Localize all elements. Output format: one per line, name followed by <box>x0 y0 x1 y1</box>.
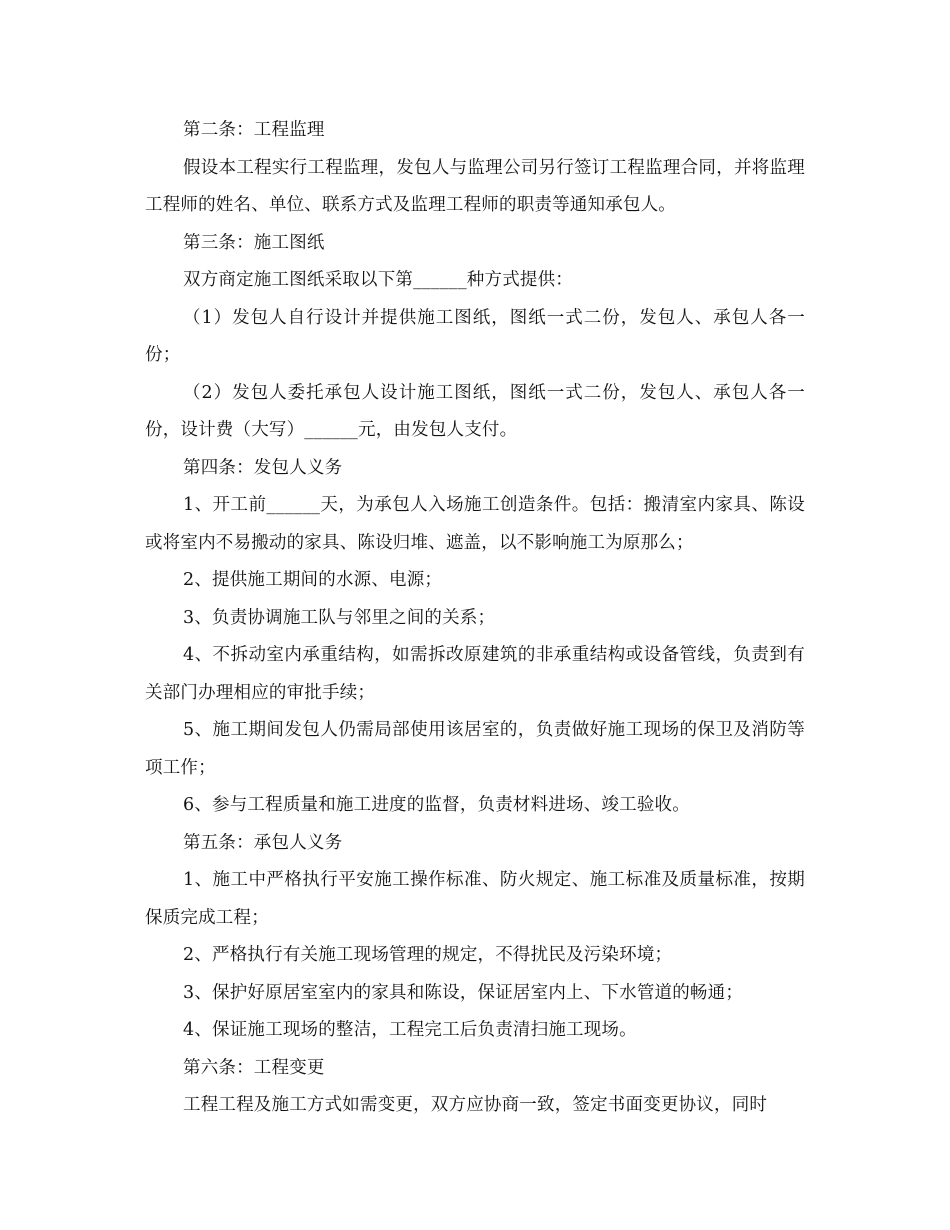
clause-6-paragraph: 工程工程及施工方式如需变更，双方应协商一致，签定书面变更协议，同时 <box>183 1095 768 1115</box>
clause-4-item-5: 5、施工期间发包人仍需局部使用该居室的，负责做好施工现场的保卫及消防等项工作； <box>145 720 805 778</box>
clause-5-item-4: 4、保证施工现场的整洁，工程完工后负责清扫施工现场。 <box>183 1020 637 1040</box>
clause-3-option-2: （2）发包人委托承包人设计施工图纸，图纸一式二份，发包人、承包人各一份，设计费（大写）______元，由发包人支付。 <box>145 382 805 440</box>
clause-3-intro: 双方商定施工图纸采取以下第______种方式提供： <box>183 270 573 290</box>
clause-5-heading: 第五条：承包人义务 <box>183 832 343 853</box>
clause-4-item-6: 6、参与工程质量和施工进度的监督，负责材料进场、竣工验收。 <box>183 795 690 815</box>
clause-4-item-2: 2、提供施工期间的水源、电源； <box>183 570 443 590</box>
clause-6-heading: 第六条：工程变更 <box>183 1057 325 1078</box>
clause-3-option-1: （1）发包人自行设计并提供施工图纸，图纸一式二份，发包人、承包人各一份； <box>145 307 805 365</box>
clause-5-item-3: 3、保护好原居室室内的家具和陈设，保证居室内上、下水管道的畅通； <box>183 982 744 1003</box>
clause-2-heading: 第二条：工程监理 <box>183 120 325 140</box>
clause-4-item-3: 3、负责协调施工队与邻里之间的关系； <box>183 607 496 628</box>
clause-4-item-4: 4、不拆动室内承重结构，如需拆改原建筑的非承重结构或设备管线，负责到有关部门办理相应的审批手续； <box>145 645 805 703</box>
clause-5-item-2: 2、严格执行有关施工现场管理的规定，不得扰民及污染环境； <box>183 945 673 965</box>
clause-5-item-1: 1、施工中严格执行平安施工操作标准、防火规定、施工标准及质量标准，按期保质完成工程； <box>145 870 805 928</box>
document-body <box>145 112 805 1125</box>
clause-4-item-1: 1、开工前______天，为承包人入场施工创造条件。包括：搬清室内家具、陈设或将室内不易搬动的家具、陈设归堆、遮盖，以不影响施工为原那么； <box>145 495 805 553</box>
clause-2-paragraph: 假设本工程实行工程监理，发包人与监理公司另行签订工程监理合同，并将监理工程师的姓名、单位、联系方式及监理工程师的职责等通知承包人。 <box>145 157 805 215</box>
clause-3-heading: 第三条：施工图纸 <box>183 232 325 253</box>
clause-4-heading: 第四条：发包人义务 <box>183 457 343 478</box>
